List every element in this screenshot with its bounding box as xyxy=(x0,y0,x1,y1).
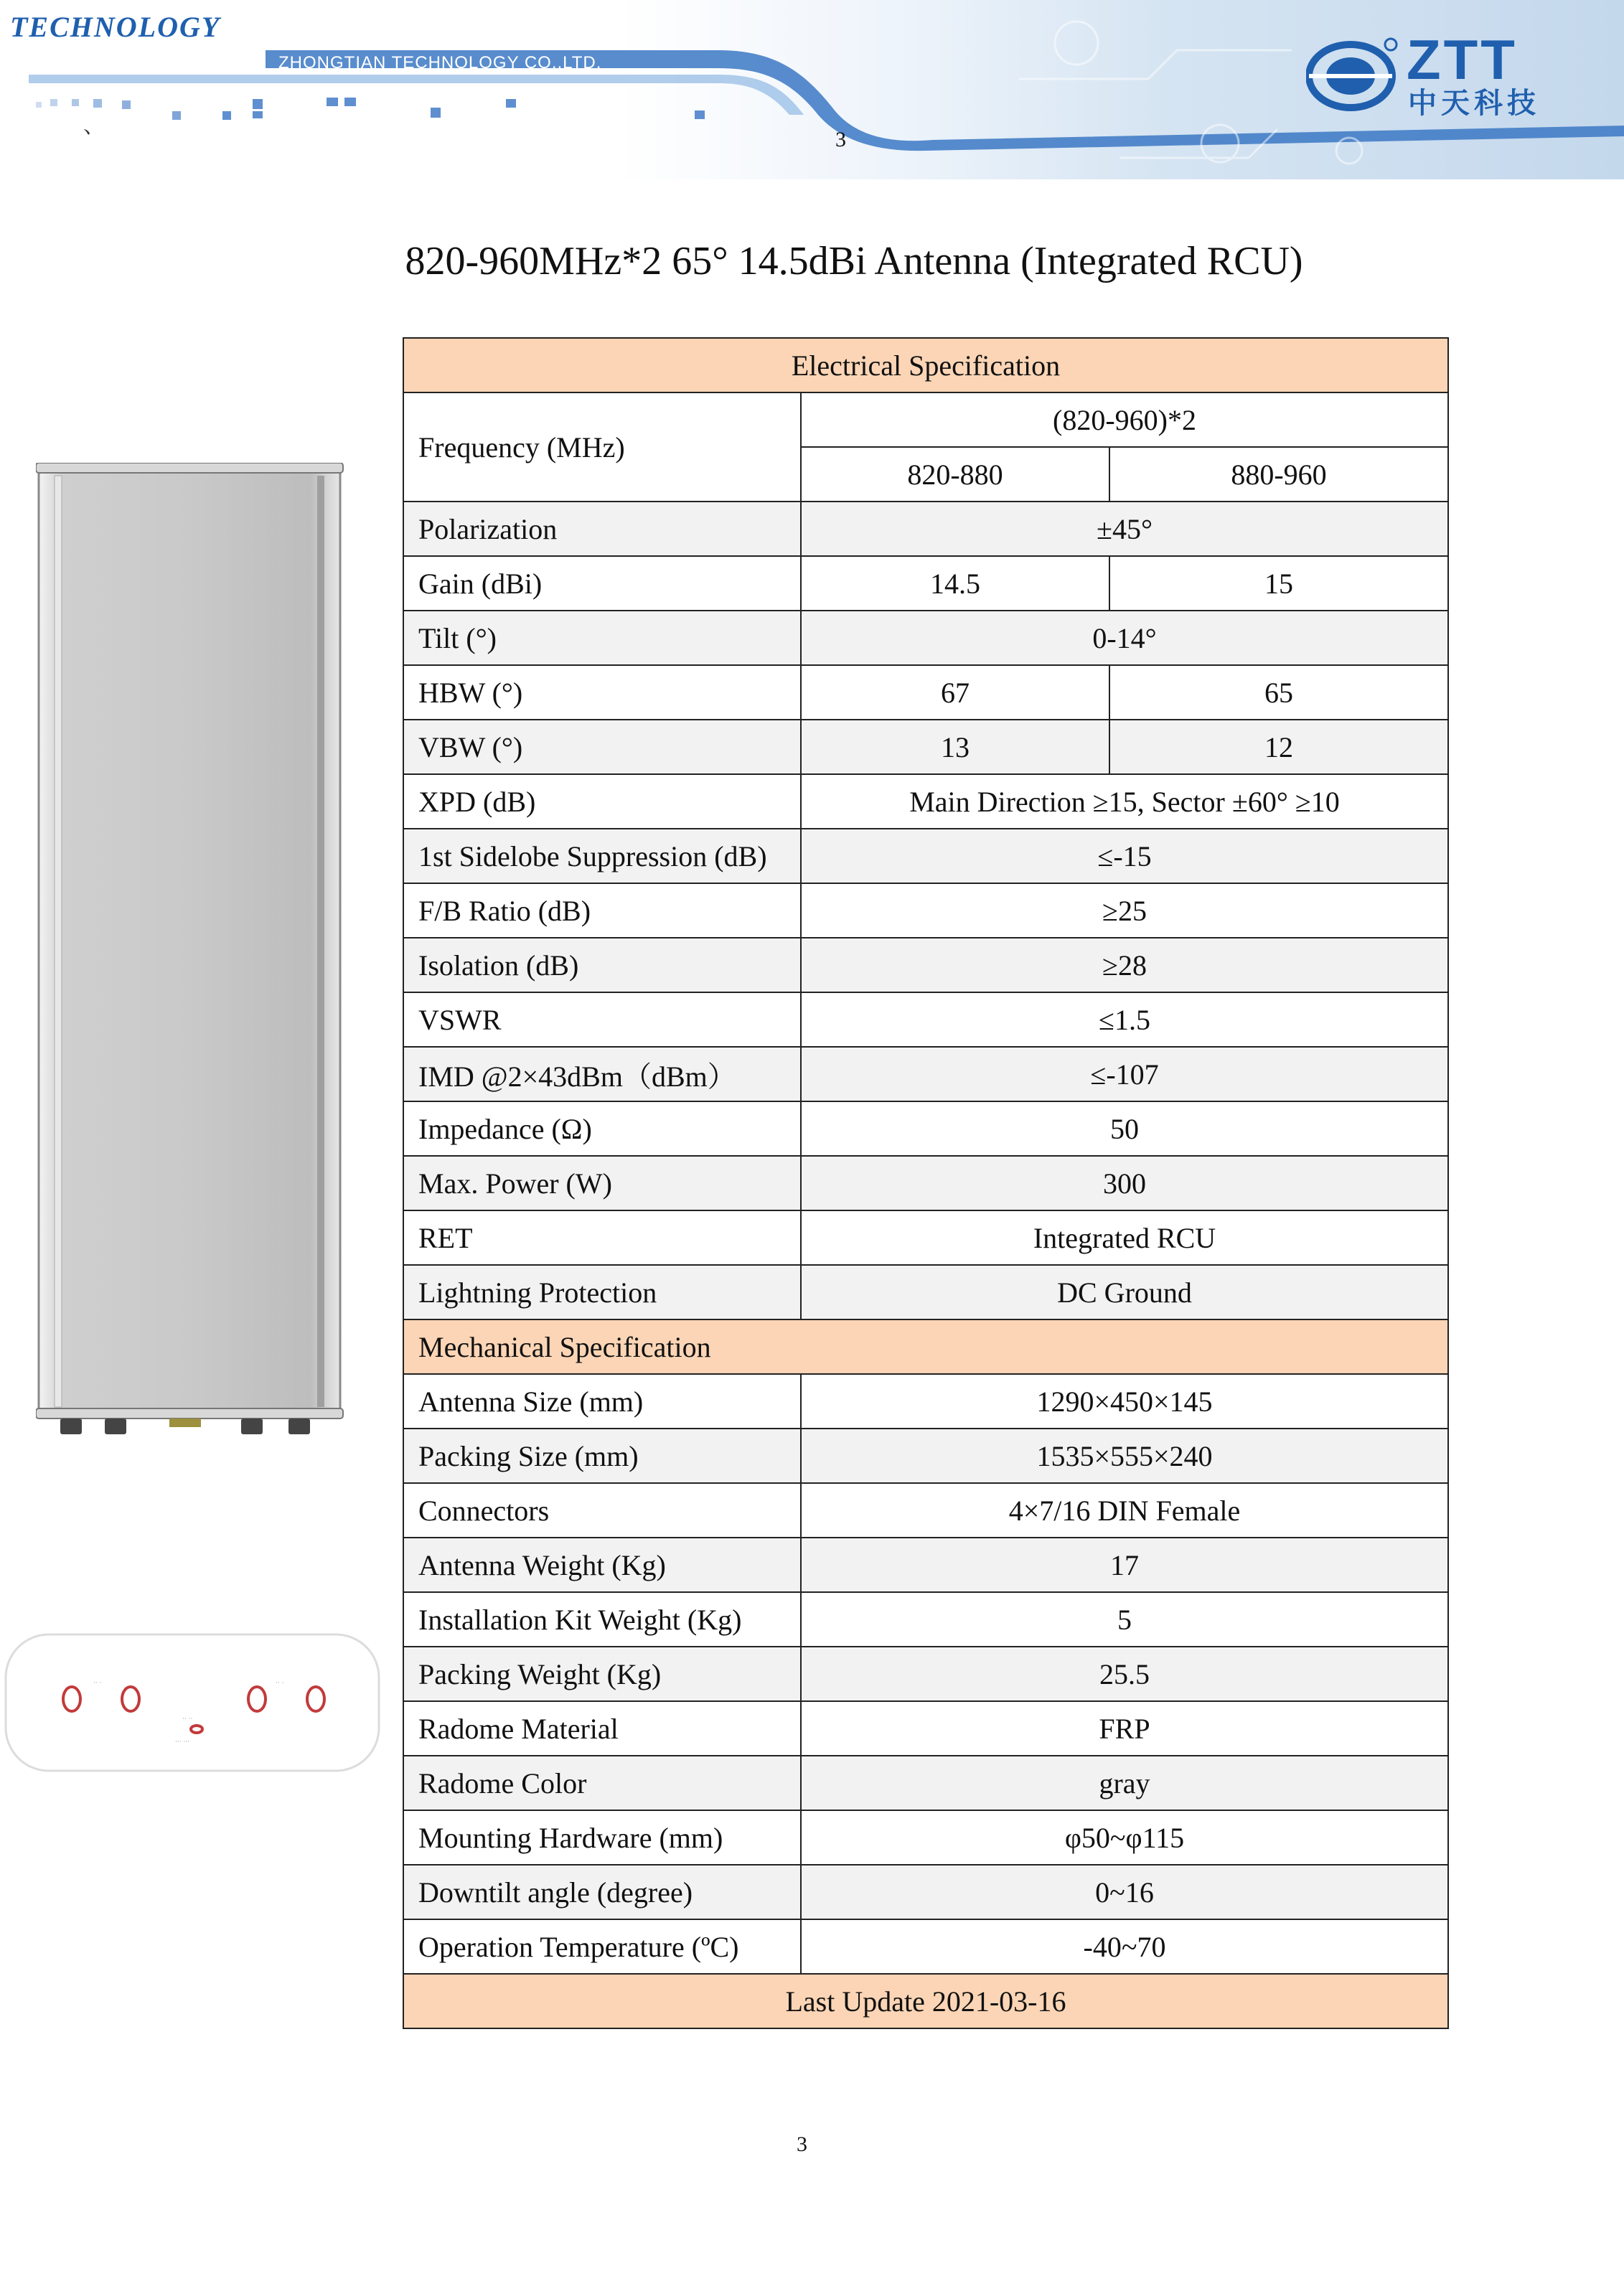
spec-row-downtilt-angle-degree xyxy=(403,1865,1448,1919)
last-update-row xyxy=(403,1974,1448,2028)
company-name: ZHONGTIAN TECHNOLOGY CO.,LTD. xyxy=(278,53,602,72)
electrical-section-row xyxy=(403,338,1448,392)
spec-row-antenna-weight-kg xyxy=(403,1538,1448,1592)
spec-value: ≥25 xyxy=(801,883,1448,938)
spec-value: 4×7/16 DIN Female xyxy=(801,1483,1448,1538)
spec-label: Tilt (°) xyxy=(403,611,801,665)
frequency-row xyxy=(403,392,1448,447)
frequency-range: (820-960)*2 xyxy=(801,392,1448,447)
spec-value: 1290×450×145 xyxy=(801,1374,1448,1429)
spec-value-band-2: 12 xyxy=(1109,720,1448,774)
spec-label: Isolation (dB) xyxy=(403,938,801,992)
spec-label: Antenna Size (mm) xyxy=(403,1374,801,1429)
spec-label: Mounting Hardware (mm) xyxy=(403,1810,801,1865)
mechanical-section-header: Mechanical Specification xyxy=(403,1319,1448,1374)
spec-value: 300 xyxy=(801,1156,1448,1210)
tick-mark: 、 xyxy=(83,114,105,138)
spec-value: ≤-15 xyxy=(801,829,1448,883)
spec-label: Gain (dBi) xyxy=(403,556,801,611)
spec-value-band-1: 67 xyxy=(801,665,1109,720)
svg-text:·· ·: ·· · xyxy=(93,1680,102,1687)
ztt-logo-icon xyxy=(1306,34,1399,113)
spec-value: DC Ground xyxy=(801,1265,1448,1319)
spec-label: Lightning Protection xyxy=(403,1265,801,1319)
spec-value: ≥28 xyxy=(801,938,1448,992)
spec-value: ≤-107 xyxy=(801,1047,1448,1101)
spec-label: IMD @2×43dBm（dBm） xyxy=(403,1047,801,1101)
spec-label: VSWR xyxy=(403,992,801,1047)
spec-row-radome-color xyxy=(403,1756,1448,1810)
spec-label: Packing Size (mm) xyxy=(403,1429,801,1483)
spec-label: Installation Kit Weight (Kg) xyxy=(403,1592,801,1647)
spec-value: FRP xyxy=(801,1701,1448,1756)
spec-row-packing-weight-kg xyxy=(403,1647,1448,1701)
spec-label: Impedance (Ω) xyxy=(403,1101,801,1156)
spec-row-lightning-protection xyxy=(403,1265,1448,1319)
spec-row-mounting-hardware-mm xyxy=(403,1810,1448,1865)
antenna-bottom-image xyxy=(3,1627,383,1778)
spec-label: Connectors xyxy=(403,1483,801,1538)
spec-label: Max. Power (W) xyxy=(403,1156,801,1210)
svg-text:·· ··: ·· ·· xyxy=(182,1716,193,1723)
spec-value: 5 xyxy=(801,1592,1448,1647)
spec-row-impedance xyxy=(403,1101,1448,1156)
spec-row-imd-2-43dbm-dbm xyxy=(403,1047,1448,1101)
spec-value: φ50~φ115 xyxy=(801,1810,1448,1865)
spec-row-polarization xyxy=(403,502,1448,556)
spec-value: Integrated RCU xyxy=(801,1210,1448,1265)
spec-label: Radome Material xyxy=(403,1701,801,1756)
spec-label: Operation Temperature (ºC) xyxy=(403,1919,801,1974)
spec-value: Main Direction ≥15, Sector ±60° ≥10 xyxy=(801,774,1448,829)
header-page-number: 3 xyxy=(835,128,846,151)
spec-value-band-2: 15 xyxy=(1109,556,1448,611)
frequency-band-2: 880-960 xyxy=(1109,447,1448,502)
spec-label: Radome Color xyxy=(403,1756,801,1810)
spec-row-isolation-db xyxy=(403,938,1448,992)
spec-value: -40~70 xyxy=(801,1919,1448,1974)
spec-row-f-b-ratio-db xyxy=(403,883,1448,938)
spec-value: 50 xyxy=(801,1101,1448,1156)
spec-row-max-power-w xyxy=(403,1156,1448,1210)
spec-value: 25.5 xyxy=(801,1647,1448,1701)
footer-page-number: 3 xyxy=(797,2132,807,2156)
spec-value: ≤1.5 xyxy=(801,992,1448,1047)
spec-label: 1st Sidelobe Suppression (dB) xyxy=(403,829,801,883)
spec-row-gain-dbi xyxy=(403,556,1448,611)
spec-row-xpd-db xyxy=(403,774,1448,829)
spec-label: Polarization xyxy=(403,502,801,556)
spec-row-vswr xyxy=(403,992,1448,1047)
spec-label: Antenna Weight (Kg) xyxy=(403,1538,801,1592)
spec-row-hbw xyxy=(403,665,1448,720)
svg-text:··· ···: ··· ··· xyxy=(175,1739,190,1746)
spec-row-operation-temperature-c xyxy=(403,1919,1448,1974)
spec-row-antenna-size-mm xyxy=(403,1374,1448,1429)
document-title: 820-960MHz*2 65° 14.5dBi Antenna (Integrated RCU) xyxy=(405,239,1303,283)
svg-text:·· ·: ·· · xyxy=(276,1680,284,1687)
logo-text: ZTT xyxy=(1407,28,1518,91)
header-banner xyxy=(0,0,1624,179)
frequency-label: Frequency (MHz) xyxy=(403,392,801,502)
spec-value: 0~16 xyxy=(801,1865,1448,1919)
spec-value: 0-14° xyxy=(801,611,1448,665)
spec-value-band-2: 65 xyxy=(1109,665,1448,720)
spec-value-band-1: 14.5 xyxy=(801,556,1109,611)
antenna-front-image xyxy=(36,463,344,1439)
spec-row-vbw xyxy=(403,720,1448,774)
spec-value: 1535×555×240 xyxy=(801,1429,1448,1483)
spec-label: HBW (°) xyxy=(403,665,801,720)
last-update: Last Update 2021-03-16 xyxy=(403,1974,1448,2028)
electrical-section-header: Electrical Specification xyxy=(403,338,1448,392)
logo-chinese-text: 中天科技 xyxy=(1408,87,1540,120)
spec-label: RET xyxy=(403,1210,801,1265)
spec-label: Downtilt angle (degree) xyxy=(403,1865,801,1919)
brand-word: TECHNOLOGY xyxy=(10,11,221,43)
spec-row-ret xyxy=(403,1210,1448,1265)
spec-row-installation-kit-weight-kg xyxy=(403,1592,1448,1647)
spec-value: gray xyxy=(801,1756,1448,1810)
spec-label: Packing Weight (Kg) xyxy=(403,1647,801,1701)
mechanical-section-row xyxy=(403,1319,1448,1374)
spec-label: F/B Ratio (dB) xyxy=(403,883,801,938)
spec-label: VBW (°) xyxy=(403,720,801,774)
spec-value: ±45° xyxy=(801,502,1448,556)
spec-row-1st-sidelobe-suppression-db xyxy=(403,829,1448,883)
spec-row-tilt xyxy=(403,611,1448,665)
spec-table xyxy=(403,337,1449,2029)
spec-value: 17 xyxy=(801,1538,1448,1592)
spec-value-band-1: 13 xyxy=(801,720,1109,774)
spec-label: XPD (dB) xyxy=(403,774,801,829)
frequency-band-1: 820-880 xyxy=(801,447,1109,502)
spec-row-packing-size-mm xyxy=(403,1429,1448,1483)
spec-row-connectors xyxy=(403,1483,1448,1538)
spec-row-radome-material xyxy=(403,1701,1448,1756)
